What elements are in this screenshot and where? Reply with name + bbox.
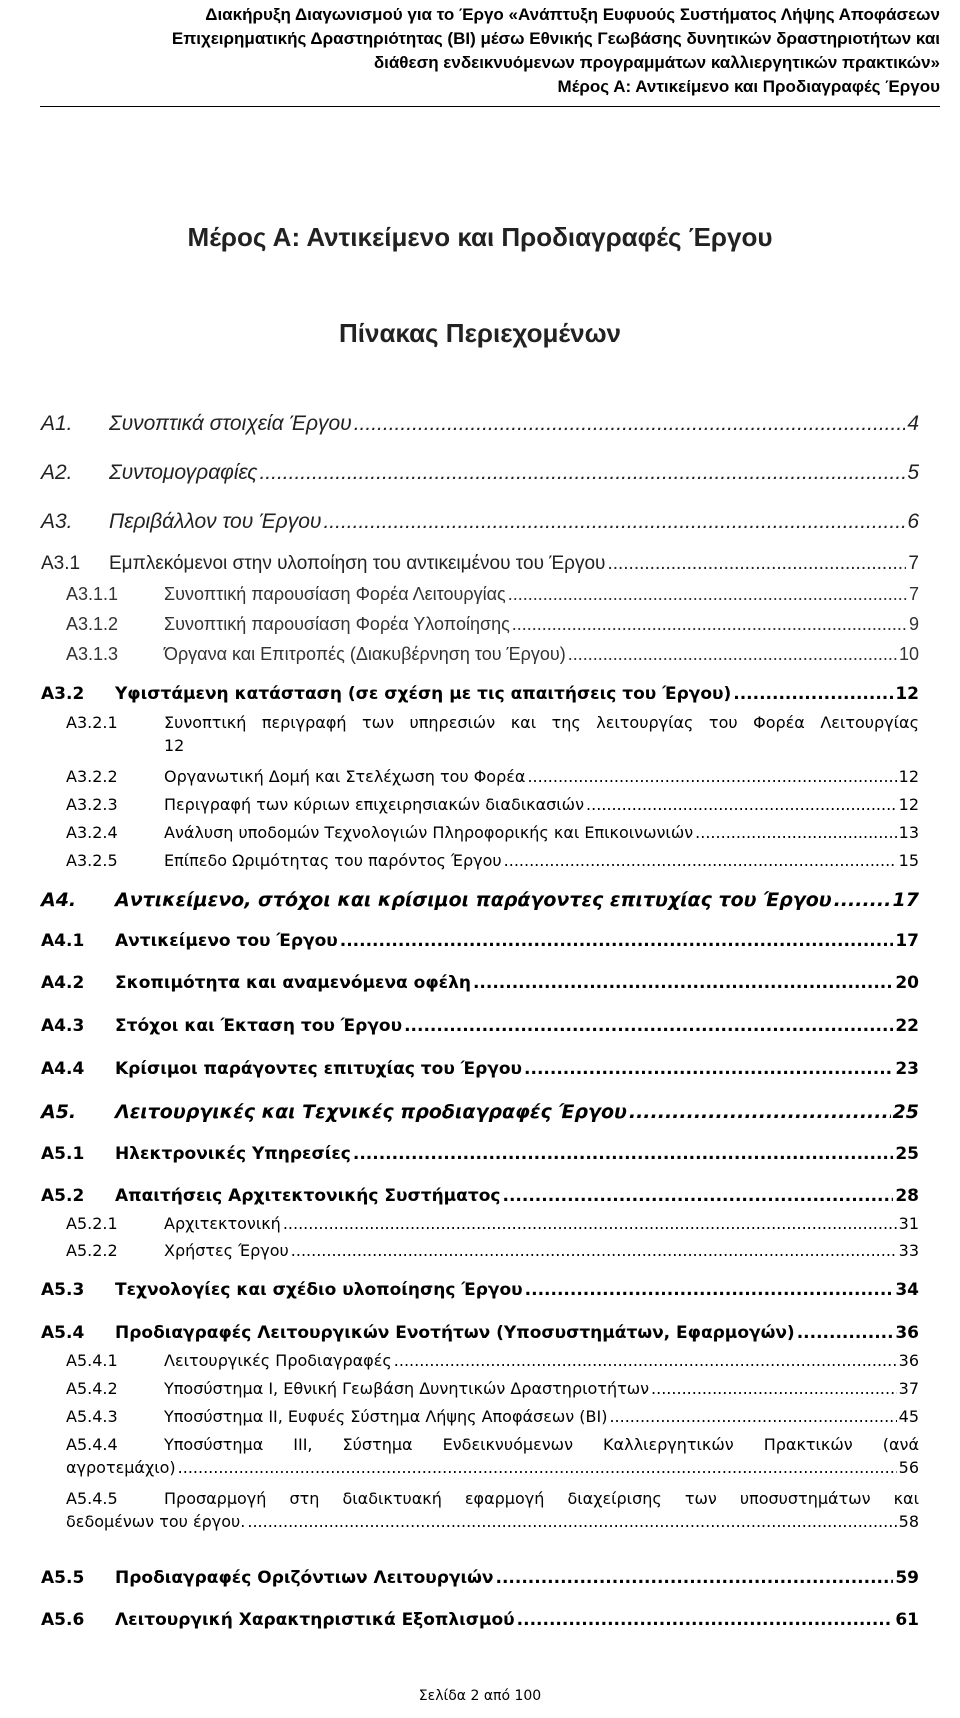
toc-entry-a5-1[interactable] (41, 1144, 919, 1164)
toc-leader (797, 1323, 894, 1343)
header-line-3: διάθεση ενδεικνυόμενων προγραμμάτων καλλιεργητικών πρακτικών» (373, 53, 940, 72)
toc-page: 58 (898, 1512, 919, 1531)
toc-number: Α3.2 (41, 684, 85, 704)
toc-leader (323, 510, 905, 534)
toc-page: 13 (898, 823, 919, 842)
toc-text: Χρήστες Έργου (164, 1241, 289, 1260)
toc-page: 25 (895, 1144, 919, 1164)
toc-leader (353, 1144, 893, 1164)
toc-entry-a5-3[interactable] (41, 1280, 919, 1300)
toc-entry-a4-2[interactable] (41, 973, 919, 993)
toc-leader (496, 1568, 894, 1588)
toc-number: Α5.5 (41, 1568, 85, 1588)
toc-text: Σκοπιμότητα και αναμενόμενα οφέλη (115, 973, 471, 993)
toc-page: 5 (907, 461, 919, 484)
toc-text: Συνοπτική παρουσίαση Φορέα Λειτουργίας (164, 584, 506, 604)
toc-entry-a5-2-2[interactable] (66, 1241, 919, 1260)
toc-page: 4 (907, 412, 919, 435)
toc-leader (508, 584, 907, 605)
toc-page: 20 (895, 973, 919, 993)
toc-text: Τεχνολογίες και σχέδιο υλοποίησης Έργου (115, 1280, 523, 1300)
toc-text: Προσαρμογή στη διαδικτυακή εφαρμογή διαχείρισης των υποσυστημάτων και (164, 1489, 919, 1508)
toc-number: Α5.4.4 (66, 1435, 118, 1454)
toc-number: Α3. (41, 510, 73, 533)
toc-number: Α4.1 (41, 931, 85, 951)
toc-leader (502, 1186, 893, 1206)
toc-number: Α5.2 (41, 1186, 85, 1206)
toc-page: 23 (895, 1059, 919, 1079)
toc-page: 33 (898, 1241, 919, 1260)
toc-text: Εμπλεκόμενοι στην υλοποίηση του αντικειμένου του Έργου (109, 553, 606, 574)
toc-entry-a5-4-1[interactable] (66, 1351, 919, 1370)
toc-number: Α5.1 (41, 1144, 85, 1164)
toc-entry-a5-6[interactable] (41, 1610, 919, 1630)
toc-number: Α5.2.2 (66, 1241, 118, 1260)
toc-leader (629, 1101, 891, 1123)
toc-leader (394, 1351, 897, 1370)
toc-leader (473, 973, 893, 993)
toc-entry-a3-1-3[interactable] (66, 644, 919, 665)
toc-entry-a5-4-5[interactable] (66, 1489, 919, 1531)
toc-entry-a5-4-3[interactable] (66, 1407, 919, 1426)
toc-entry-a5-5[interactable] (41, 1568, 919, 1588)
toc-page: 9 (908, 614, 919, 634)
toc-number: Α3.2.5 (66, 851, 118, 870)
toc-number: Α5. (41, 1101, 77, 1123)
toc-number: Α3.1 (41, 553, 81, 574)
toc-page: 59 (895, 1568, 919, 1588)
toc-entry-a3[interactable] (41, 510, 919, 534)
toc-leader (340, 931, 894, 951)
toc-text: Υφιστάμενη κατάσταση (σε σχέση με τις απαιτήσεις του Έργου) (115, 684, 732, 704)
toc-number: Α5.4.3 (66, 1407, 118, 1426)
toc-entry-a5-4-4[interactable] (66, 1435, 919, 1477)
toc-leader (568, 644, 897, 665)
toc-leader (512, 614, 907, 635)
toc-page: 12 (164, 736, 185, 755)
toc-number: Α5.4.5 (66, 1489, 118, 1508)
toc-page: 36 (898, 1351, 919, 1370)
toc-page: 7 (908, 584, 919, 604)
toc-text: Οργανωτική Δομή και Στελέχωση του Φορέα (164, 767, 526, 786)
toc-number: Α5.4 (41, 1323, 85, 1343)
toc-entry-a3-2-2[interactable] (66, 767, 919, 786)
toc-entry-a5-2-1[interactable] (66, 1214, 919, 1233)
toc-leader (259, 461, 905, 485)
toc-entry-a3-1-1[interactable] (66, 584, 919, 605)
toc-number: Α5.3 (41, 1280, 85, 1300)
toc-leader (354, 412, 906, 436)
toc-page: 7 (908, 553, 919, 574)
toc-text: Υποσύστημα ΙΙ, Ευφυές Σύστημα Λήψης Αποφάσεων (BI) (164, 1407, 608, 1426)
toc-page: 45 (898, 1407, 919, 1426)
toc-page: 31 (898, 1214, 919, 1233)
toc-page: 17 (892, 889, 919, 911)
header-line-2: Επιχειρηματικής Δραστηριότητας (BI) μέσω Εθνικής Γεωβάσης δυνητικών δραστηριοτήτων και (171, 29, 940, 48)
toc-text: Προδιαγραφές Οριζόντιων Λειτουργιών (115, 1568, 494, 1588)
toc-text: Περιγραφή των κύριων επιχειρησιακών διαδικασιών (164, 795, 585, 814)
toc-leader (283, 1214, 897, 1233)
toc-number: Α3.2.4 (66, 823, 118, 842)
toc-entry-a1[interactable] (41, 412, 919, 436)
toc-entry-a5[interactable] (41, 1101, 919, 1123)
toc-number: Α1. (41, 412, 73, 435)
toc-text: Προδιαγραφές Λειτουργικών Ενοτήτων (Υποσυστημάτων, Εφαρμογών) (115, 1323, 795, 1343)
toc-page: 28 (895, 1186, 919, 1206)
toc-page: 61 (895, 1610, 919, 1630)
toc-page: 36 (895, 1323, 919, 1343)
toc-leader (695, 823, 896, 842)
toc-page: 10 (898, 644, 919, 664)
toc-text: Συντομογραφίες (109, 461, 258, 484)
toc-number: Α4. (41, 889, 77, 911)
toc-text-continued: δεδομένων του έργου. (66, 1512, 246, 1531)
toc-page: 37 (898, 1379, 919, 1398)
toc-text: Συνοπτική περιγραφή των υπηρεσιών και της λειτουργίας του Φορέα Λειτουργίας (164, 713, 919, 732)
toc-text: Επίπεδο Ωριμότητας του παρόντος Έργου (164, 851, 502, 870)
toc-leader (527, 767, 896, 786)
toc-page: 17 (895, 931, 919, 951)
toc-leader (404, 1016, 893, 1036)
toc-entry-a5-4[interactable] (41, 1323, 919, 1343)
toc-page: 34 (895, 1280, 919, 1300)
toc-text: Στόχοι και Έκταση του Έργου (115, 1016, 403, 1036)
toc-number: Α2. (41, 461, 73, 484)
toc-text: Συνοπτική παρουσίαση Φορέα Υλοποίησης (164, 614, 510, 634)
page-footer: Σελίδα 2 από 100 (418, 1688, 542, 1704)
toc-text: Αρχιτεκτονική (164, 1214, 281, 1233)
toc-page: 25 (892, 1101, 919, 1123)
toc-text: Συνοπτικά στοιχεία Έργου (109, 412, 352, 435)
document-title: Μέρος Α: Αντικείμενο και Προδιαγραφές Έργου (187, 222, 773, 252)
toc-text-continued: αγροτεμάχιο) (66, 1458, 176, 1477)
toc-leader (586, 795, 897, 814)
toc-leader (651, 1379, 897, 1398)
toc-text: Όργανα και Επιτροπές (Διακυβέρνηση του Έργου) (164, 644, 566, 664)
toc-page: 12 (895, 684, 919, 704)
toc-leader (291, 1241, 897, 1260)
toc-page: 12 (898, 767, 919, 786)
toc-number: Α4.3 (41, 1016, 85, 1036)
toc-leader (247, 1512, 896, 1531)
toc-title: Πίνακας Περιεχομένων (338, 318, 621, 348)
toc-text: Λειτουργικές και Τεχνικές προδιαγραφές Έργου (115, 1101, 627, 1123)
toc-number: Α4.2 (41, 973, 85, 993)
toc-text: Υποσύστημα ΙΙΙ, Σύστημα Ενδεικνυόμενων Καλλιεργητικών Πρακτικών (ανά (164, 1435, 919, 1454)
toc-text: Περιβάλλον του Έργου (109, 510, 322, 533)
toc-number: Α5.4.2 (66, 1379, 118, 1398)
toc-text: Ηλεκτρονικές Υπηρεσίες (115, 1144, 351, 1164)
toc-number: Α3.2.1 (66, 713, 118, 732)
toc-leader (609, 1407, 896, 1426)
toc-entry-a4-4[interactable] (41, 1059, 919, 1079)
toc-text: Ανάλυση υποδομών Τεχνολογιών Πληροφορικής και Επικοινωνιών (164, 823, 694, 842)
toc-text: Κρίσιμοι παράγοντες επιτυχίας του Έργου (115, 1059, 523, 1079)
toc-number: Α3.2.3 (66, 795, 118, 814)
toc-entry-a3-1-2[interactable] (66, 614, 919, 635)
toc-entry-a3-2-3[interactable] (66, 795, 919, 814)
toc-entry-a3-2-1[interactable] (66, 713, 919, 755)
toc-leader (504, 851, 897, 870)
toc-page: 15 (898, 851, 919, 870)
toc-leader (733, 684, 893, 704)
page-header (40, 0, 940, 107)
toc-number: Α3.1.1 (66, 584, 119, 604)
toc-text: Αντικείμενο, στόχοι και κρίσιμοι παράγοντες επιτυχίας του Έργου (115, 889, 832, 911)
header-line-1: Διακήρυξη Διαγωνισμού για το Έργο «Ανάπτυξη Ευφυούς Συστήματος Λήψης Αποφάσεων (205, 5, 940, 24)
toc-leader (525, 1280, 894, 1300)
toc-entry-a4-3[interactable] (41, 1016, 919, 1036)
toc-text: Απαιτήσεις Αρχιτεκτονικής Συστήματος (115, 1186, 501, 1206)
toc-entry-a4-1[interactable] (41, 931, 919, 951)
toc-number: Α3.2.2 (66, 767, 118, 786)
toc-entry-a3-2-5[interactable] (66, 851, 919, 870)
toc-entry-a4[interactable] (41, 889, 919, 911)
toc-page: 56 (898, 1458, 919, 1477)
toc-page: 6 (907, 510, 919, 533)
toc-page: 12 (898, 795, 919, 814)
toc-text: Λειτουργική Χαρακτηριστικά Εξοπλισμού (115, 1610, 515, 1630)
toc-leader (517, 1610, 894, 1630)
toc-leader (607, 553, 906, 575)
toc-entry-a5-4-2[interactable] (66, 1379, 919, 1398)
toc-number: Α4.4 (41, 1059, 85, 1079)
toc-text: Υποσύστημα Ι, Εθνική Γεωβάση Δυνητικών Δραστηριοτήτων (164, 1379, 650, 1398)
toc-entry-a3-1[interactable] (41, 553, 919, 575)
toc-number: Α5.6 (41, 1610, 85, 1630)
toc-number: Α5.2.1 (66, 1214, 118, 1233)
toc-number: Α5.4.1 (66, 1351, 118, 1370)
toc-entry-a5-2[interactable] (41, 1186, 919, 1206)
toc-entry-a3-2-4[interactable] (66, 823, 919, 842)
toc-number: Α3.1.3 (66, 644, 119, 664)
toc-entry-a2[interactable] (41, 461, 919, 485)
toc-leader (834, 889, 891, 911)
toc-leader (524, 1059, 893, 1079)
toc-text: Αντικείμενο του Έργου (115, 931, 338, 951)
toc-number: Α3.1.2 (66, 614, 119, 634)
toc-leader (178, 1458, 897, 1477)
toc-page: 22 (895, 1016, 919, 1036)
toc-entry-a3-2[interactable] (41, 684, 919, 704)
toc-text: Λειτουργικές Προδιαγραφές (164, 1351, 392, 1370)
header-line-4: Μέρος Α: Αντικείμενο και Προδιαγραφές Έργου (557, 77, 940, 96)
